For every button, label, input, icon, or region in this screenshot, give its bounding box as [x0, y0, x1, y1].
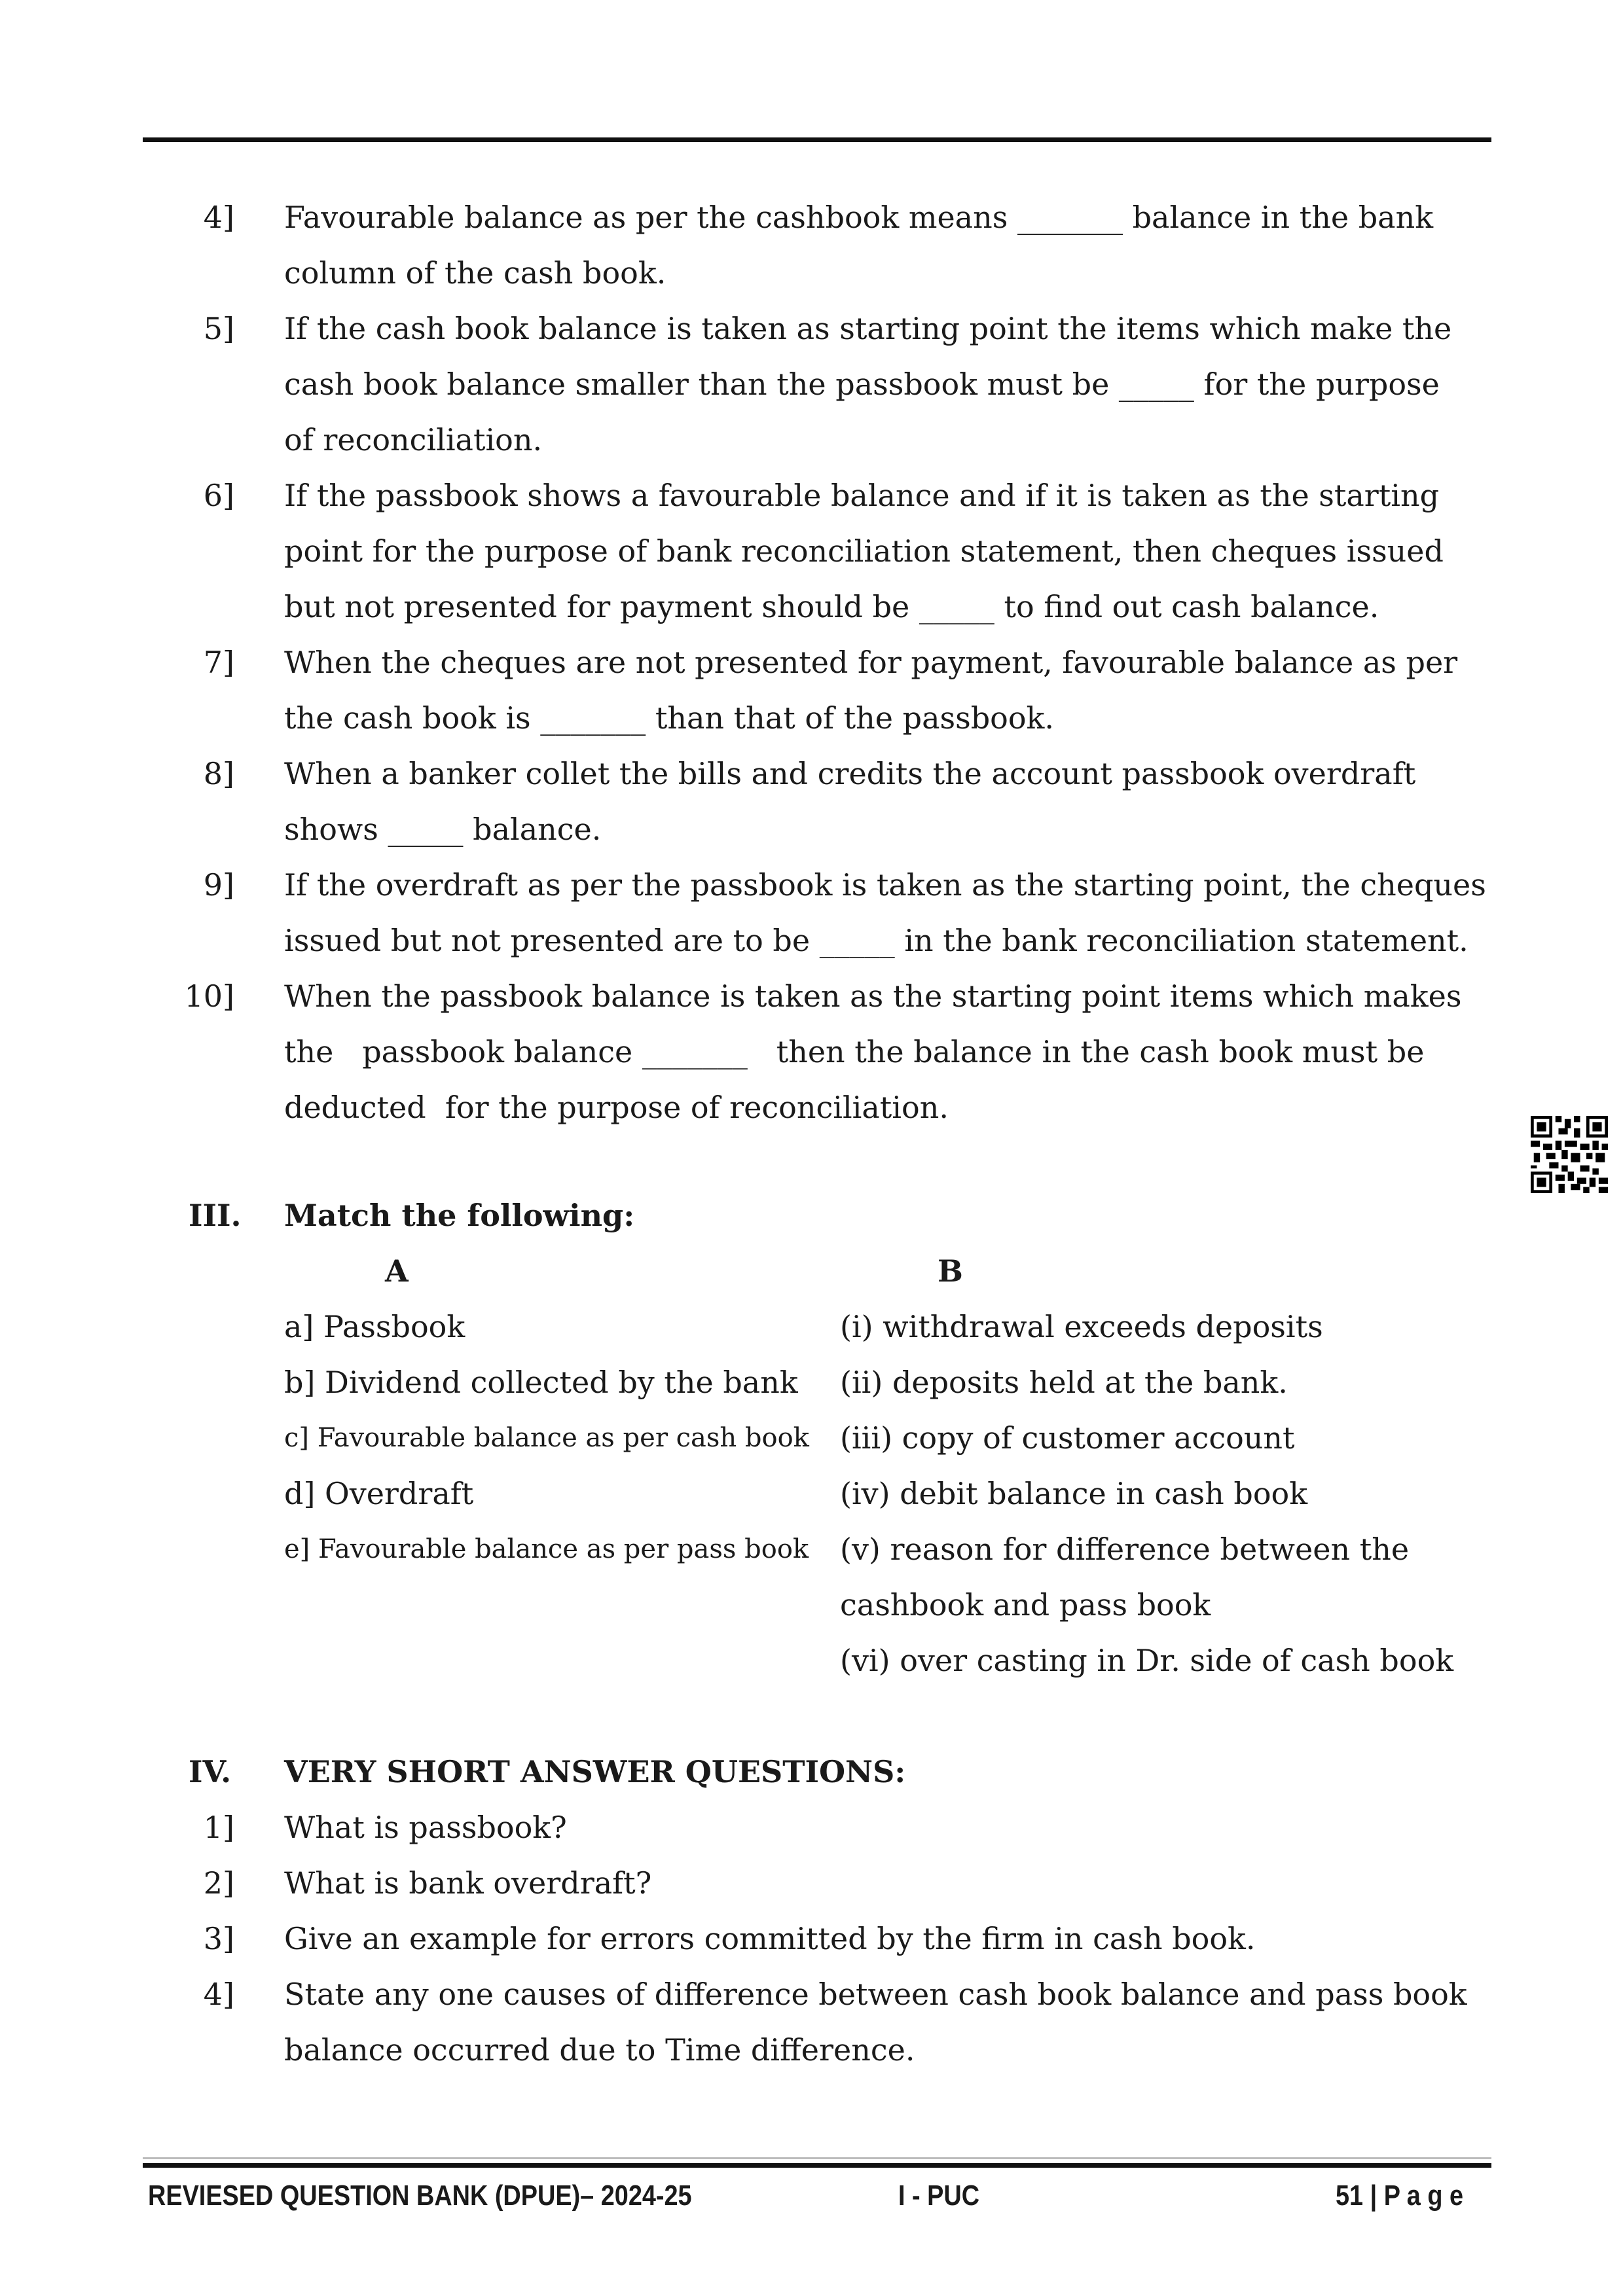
section-title: Match the following: — [284, 1198, 635, 1233]
item-line: of reconciliation. — [284, 422, 543, 457]
item-line: Favourable balance as per the cashbook means _______ balance in the bank — [284, 200, 1434, 235]
item-number: 10] — [184, 978, 234, 1014]
top-rule — [143, 137, 1491, 142]
item-line: column of the cash book. — [284, 255, 666, 291]
item-line: point for the purpose of bank reconciliation statement, then cheques issued — [284, 533, 1444, 569]
footer-left: REVIESED QUESTION BANK (DPUE)– 2024-25 — [148, 2179, 692, 2212]
match-right-item: cashbook and pass book — [840, 1587, 1211, 1623]
match-left-item: e] Favourable balance as per pass book — [284, 1534, 809, 1564]
item-line: but not presented for payment should be _____ to find out cash balance. — [284, 589, 1379, 624]
item-number: 8] — [203, 756, 234, 791]
page-number: 51 | P a g e — [1336, 2179, 1464, 2212]
item-line: When the cheques are not presented for payment, favourable balance as per — [284, 645, 1458, 680]
qr-code-icon — [1531, 1116, 1608, 1193]
match-left-item: c] Favourable balance as per cash book — [284, 1423, 809, 1453]
item-line: If the cash book balance is taken as starting point the items which make the — [284, 311, 1452, 346]
match-right-item: (vi) over casting in Dr. side of cash book — [840, 1643, 1454, 1678]
match-right-item: (v) reason for difference between the — [840, 1532, 1410, 1567]
item-line: If the passbook shows a favourable balance and if it is taken as the starting — [284, 478, 1440, 513]
section-number: IV. — [189, 1754, 232, 1789]
item-number: 9] — [203, 867, 234, 903]
item-line: cash book balance smaller than the passbook must be _____ for the purpose — [284, 367, 1440, 402]
match-left-item: d] Overdraft — [284, 1476, 474, 1511]
item-line: the cash book is _______ than that of the passbook. — [284, 700, 1055, 736]
item-line: shows _____ balance. — [284, 812, 602, 847]
item-line: State any one causes of difference between cash book balance and pass book — [284, 1977, 1467, 2012]
item-number: 6] — [203, 478, 234, 513]
item-number: 4] — [203, 1977, 234, 2012]
item-number: 5] — [203, 311, 234, 346]
section-number: III. — [189, 1198, 242, 1233]
column-a-header: A — [385, 1253, 409, 1289]
item-number: 3] — [203, 1921, 234, 1956]
item-line: If the overdraft as per the passbook is taken as the starting point, the cheques — [284, 867, 1486, 903]
item-line: Give an example for errors committed by the firm in cash book. — [284, 1921, 1256, 1956]
footer-center: I - PUC — [898, 2179, 980, 2212]
item-line: What is bank overdraft? — [284, 1865, 652, 1901]
item-number: 2] — [203, 1865, 234, 1901]
item-line: When a banker collet the bills and credits the account passbook overdraft — [284, 756, 1416, 791]
footer-rule-thin — [143, 2157, 1491, 2159]
item-line: What is passbook? — [284, 1810, 567, 1845]
match-right-item: (iii) copy of customer account — [840, 1420, 1295, 1456]
match-right-item: (iv) debit balance in cash book — [840, 1476, 1308, 1511]
match-right-item: (i) withdrawal exceeds deposits — [840, 1309, 1323, 1344]
item-number: 1] — [203, 1810, 234, 1845]
item-line: issued but not presented are to be _____ in the bank reconciliation statement. — [284, 923, 1468, 958]
item-line: the passbook balance _______ then the balance in the cash book must be — [284, 1034, 1425, 1069]
match-left-item: b] Dividend collected by the bank — [284, 1365, 798, 1400]
item-line: balance occurred due to Time difference. — [284, 2032, 915, 2068]
section-title: VERY SHORT ANSWER QUESTIONS: — [284, 1754, 906, 1789]
item-line: When the passbook balance is taken as the starting point items which makes — [284, 978, 1462, 1014]
match-right-item: (ii) deposits held at the bank. — [840, 1365, 1288, 1400]
column-b-header: B — [938, 1253, 963, 1289]
item-number: 7] — [203, 645, 234, 680]
item-line: deducted for the purpose of reconciliation. — [284, 1090, 949, 1125]
item-number: 4] — [203, 200, 234, 235]
footer-rule — [143, 2163, 1491, 2168]
match-left-item: a] Passbook — [284, 1309, 465, 1344]
